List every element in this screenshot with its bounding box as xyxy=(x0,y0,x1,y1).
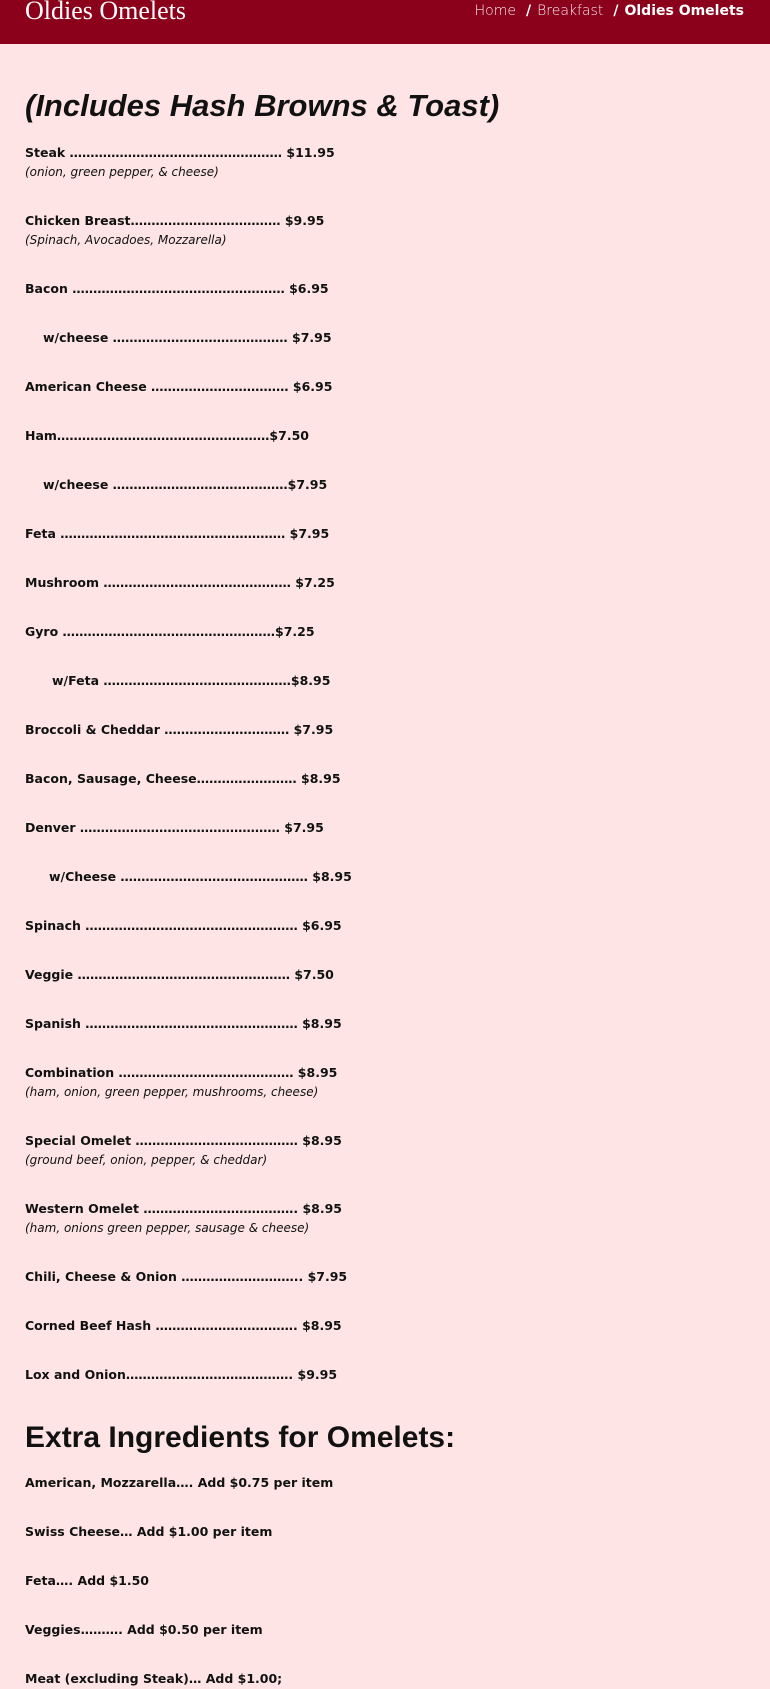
menu-heading: (Includes Hash Browns & Toast) xyxy=(25,88,500,123)
extras-heading: Extra Ingredients for Omelets: xyxy=(25,1421,456,1454)
menu-item: Gyro ……………………………………………$7.25 xyxy=(25,624,315,639)
breadcrumb-current: Oldies Omelets xyxy=(624,3,744,19)
menu-item: Spinach …………………………………………… $6.95 xyxy=(25,918,342,933)
extra-ingredient-item: Meat (excluding Steak)… Add $1.00; xyxy=(25,1671,283,1686)
menu-item: w/Feta ………………………………………$8.95 xyxy=(52,673,331,688)
menu-item: American Cheese …………………………… $6.95 xyxy=(25,379,333,394)
extra-ingredient-item: American, Mozzarella…. Add $0.75 per item xyxy=(25,1475,334,1490)
menu-item: Spanish …………………………………………… $8.95 xyxy=(25,1016,342,1031)
menu-item: Lox and Onion…………………………………. $9.95 xyxy=(25,1367,338,1382)
breadcrumb xyxy=(475,0,744,22)
menu-item-description: (ground beef, onion, pepper, & cheddar) xyxy=(25,1153,268,1167)
menu-item-description: (onion, green pepper, & cheese) xyxy=(25,165,219,179)
menu-item-description: (ham, onion, green pepper, mushrooms, cheese) xyxy=(25,1085,319,1099)
menu-item: Chili, Cheese & Onion ……………………….. $7.95 xyxy=(25,1269,348,1284)
menu-item: Steak …………………………………………… $11.95 xyxy=(25,145,335,160)
menu-item: Veggie …………………………………………… $7.50 xyxy=(25,967,334,982)
menu-item: w/cheese …………………………………… $7.95 xyxy=(43,330,332,345)
menu-item: Broccoli & Cheddar ………………………… $7.95 xyxy=(25,722,334,737)
menu-item: Bacon, Sausage, Cheese…………………… $8.95 xyxy=(25,771,341,786)
menu-item: Denver ………………………………………… $7.95 xyxy=(25,820,324,835)
menu-item: Western Omelet ………………………………. $8.95 xyxy=(25,1201,342,1216)
menu-item: Ham……………………………………………$7.50 xyxy=(25,428,309,443)
menu-item: Mushroom ……………………………………… $7.25 xyxy=(25,575,335,590)
menu-item: Corned Beef Hash ……………………………. $8.95 xyxy=(25,1318,342,1333)
menu-item-description: (ham, onions green pepper, sausage & cheese) xyxy=(25,1221,310,1235)
menu-item: Bacon …………………………………………… $6.95 xyxy=(25,281,329,296)
menu-item: w/Cheese ……………………………………… $8.95 xyxy=(49,869,352,884)
menu-item: Feta ……………………………………………… $7.95 xyxy=(25,526,330,541)
menu-item: Special Omelet ………………………………… $8.95 xyxy=(25,1133,342,1148)
breadcrumb-home-link[interactable]: Home xyxy=(474,3,516,19)
page-title: Oldies Omelets xyxy=(25,0,187,25)
breadcrumb-separator: / xyxy=(613,3,619,19)
header-bar xyxy=(0,0,770,44)
menu-item: w/cheese ……………………………………$7.95 xyxy=(43,477,328,492)
extra-ingredient-item: Feta…. Add $1.50 xyxy=(25,1573,149,1588)
extra-ingredient-item: Veggies………. Add $0.50 per item xyxy=(25,1622,263,1637)
breadcrumb-separator: / xyxy=(526,3,532,19)
menu-item: Chicken Breast……………………………… $9.95 xyxy=(25,213,325,228)
extra-ingredient-item: Swiss Cheese… Add $1.00 per item xyxy=(25,1524,273,1539)
menu-item-description: (Spinach, Avocadoes, Mozzarella) xyxy=(25,233,227,247)
breadcrumb-breakfast-link[interactable]: Breakfast xyxy=(537,3,604,19)
menu-item: Combination …………………………………… $8.95 xyxy=(25,1065,338,1080)
